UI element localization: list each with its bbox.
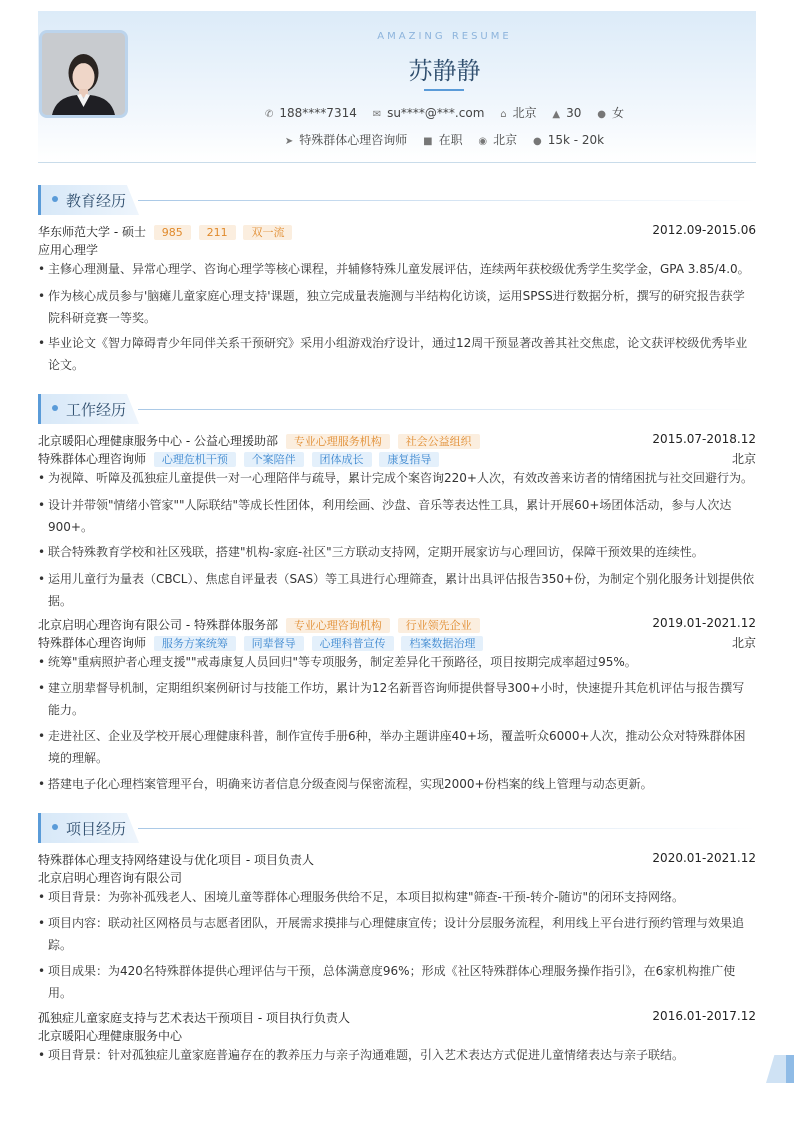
target-city-text: 北京: [493, 133, 518, 147]
list-item: [38, 725, 756, 769]
bullet-icon: •: [38, 289, 46, 303]
org-tag: 行业领先企业: [398, 618, 480, 633]
list-item: [38, 494, 756, 538]
age-text: 30: [566, 106, 582, 120]
job-role: 特殊群体心理咨询师: [38, 452, 147, 466]
bullet-icon: •: [38, 777, 46, 791]
list-item-text: 统筹"重病照护者心理支援""戒毒康复人员回归"等专项服务，制定差异化干预路径，项目按期完成率超过95%。: [48, 655, 637, 669]
home-icon: ⌂: [500, 109, 507, 120]
bullet-icon: •: [38, 681, 46, 695]
project-header-row: [38, 1009, 756, 1026]
bullet-icon: •: [38, 916, 46, 930]
project-period: 2020.01-2021.12: [652, 851, 756, 865]
job-period: 2019.01-2021.12: [652, 616, 756, 630]
bullet-icon: •: [38, 471, 46, 485]
section-title: 工作经历: [66, 401, 127, 419]
phone-icon: ✆: [265, 109, 274, 120]
list-item: [38, 886, 756, 908]
list-item-text: 项目背景：针对孤独症儿童家庭普遍存在的教养压力与亲子沟通难题，引入艺术表达方式促进儿童情绪表达与亲子联结。: [48, 1048, 685, 1062]
candidate-name: 苏静静: [408, 57, 481, 85]
job-item: [285, 131, 407, 148]
briefcase-icon: ■: [423, 136, 433, 147]
section-projects: [38, 813, 756, 843]
list-item: [38, 960, 756, 1004]
project-org: 北京启明心理咨询有限公司: [38, 871, 183, 885]
major-name: 应用心理学: [38, 243, 99, 257]
bullet-icon: •: [38, 336, 46, 350]
job-org: 北京启明心理咨询有限公司 - 特殊群体服务部: [38, 618, 278, 632]
list-item-text: 设计并带领"情绪小管家""人际联结"等成长性团体，利用绘画、沙盘、音乐等表达性工具，累计开展60+场团体活动，参与人次达900+。: [48, 498, 732, 534]
list-item: [38, 1044, 756, 1066]
section-work: [38, 394, 756, 424]
project-org-row: [38, 869, 756, 886]
project-org: 北京暖阳心理健康服务中心: [38, 1029, 183, 1043]
list-item-text: 联合特殊教育学校和社区残联，搭建"机构-家庭-社区"三方联动支持网，定期开展家访与心理回访，保障干预效果的连续性。: [48, 545, 704, 559]
send-icon: ➤: [284, 136, 294, 147]
bullet-icon: •: [38, 545, 46, 559]
project-header-row: [38, 851, 756, 868]
school-name: 华东师范大学 - 硕士: [38, 225, 146, 239]
bullet-icon: •: [38, 572, 46, 586]
list-item: [38, 285, 756, 329]
education-header-row: [38, 223, 756, 240]
phone-item: [265, 106, 357, 120]
money-icon: ●: [532, 136, 542, 147]
salary-text: 15k - 20k: [547, 133, 605, 147]
gender-icon: ●: [597, 109, 606, 120]
list-item: [38, 258, 756, 280]
section-dot-icon: [52, 405, 58, 411]
contact-info-row: [133, 104, 756, 121]
page-corner-accent: [786, 1055, 794, 1083]
cake-icon: ▲: [552, 109, 561, 120]
org-tag: 社会公益组织: [398, 434, 480, 449]
project-name: 特殊群体心理支持网络建设与优化项目 - 项目负责人: [38, 853, 314, 867]
list-item: [38, 332, 756, 376]
project-period: 2016.01-2017.12: [652, 1009, 756, 1023]
list-item: [38, 541, 756, 563]
list-item-text: 项目背景：为弥补孤残老人、困境儿童等群体心理服务供给不足，本项目拟构建"筛查-干预-转介-随访"的闭环支持网络。: [48, 890, 685, 904]
list-item-text: 作为核心成员参与'脑瘫儿童家庭心理支持'课题，独立完成量表施测与半结构化访谈，运用SPSS进行数据分析，撰写的研究报告获学院科研竞赛一等奖。: [48, 289, 745, 325]
section-rule: [138, 409, 756, 410]
list-item-text: 为视障、听障及孤独症儿童提供一对一心理陪伴与疏导，累计完成个案咨询220+人次，有效改善来访者的情绪困扰与社交回避行为。: [48, 471, 753, 485]
bullet-icon: •: [38, 890, 46, 904]
list-item: [38, 773, 756, 795]
role-tag: 同辈督导: [244, 636, 304, 651]
job-city: 北京: [731, 636, 756, 650]
list-item: [38, 677, 756, 721]
bullet-icon: •: [38, 498, 46, 512]
email-item: [373, 106, 485, 120]
section-title: 教育经历: [66, 192, 127, 210]
section-education: [38, 185, 756, 215]
bullet-icon: •: [38, 655, 46, 669]
list-item: [38, 467, 756, 489]
section-rule: [138, 200, 756, 201]
job-text: 特殊群体心理咨询师: [299, 133, 408, 147]
education-period: 2012.09-2015.06: [652, 223, 756, 237]
job-org: 北京暖阳心理健康服务中心 - 公益心理援助部: [38, 434, 278, 448]
role-tag: 康复指导: [379, 452, 439, 467]
section-dot-icon: [52, 196, 58, 202]
role-tag: 服务方案统筹: [154, 636, 236, 651]
section-title: 项目经历: [66, 820, 127, 838]
bullet-icon: •: [38, 1048, 46, 1062]
job-header-row: [38, 616, 756, 633]
job-city: 北京: [731, 452, 756, 466]
role-tag: 心理危机干预: [154, 452, 236, 467]
status-text: 在职: [438, 133, 463, 147]
list-item-text: 建立朋辈督导机制，定期组织案例研讨与技能工作坊，累计为12名新晋咨询师提供督导300+小时，快速提升其危机评估与报告撰写能力。: [48, 681, 745, 717]
school-tag: 双一流: [243, 225, 292, 240]
role-tag: 档案数据治理: [401, 636, 483, 651]
age-item: [552, 106, 581, 120]
list-item-text: 搭建电子化心理档案管理平台，明确来访者信息分级查阅与保密流程，实现2000+份档案的线上管理与动态更新。: [48, 777, 653, 791]
section-dot-icon: [52, 824, 58, 830]
salary-item: [533, 133, 604, 147]
city-item: [500, 104, 536, 121]
list-item-text: 项目内容：联动社区网格员与志愿者团队，开展需求摸排与心理健康宣传；设计分层服务流程，利用线上平台进行预约管理与效果追踪。: [48, 916, 745, 952]
job-role: 特殊群体心理咨询师: [38, 636, 147, 650]
status-item: [423, 131, 462, 148]
list-item: [38, 568, 756, 612]
role-tag: 个案陪伴: [244, 452, 304, 467]
job-period: 2015.07-2018.12: [652, 432, 756, 446]
gender-item: [597, 104, 624, 121]
list-item: [38, 912, 756, 956]
list-item-text: 项目成果：为420名特殊群体提供心理评估与干预，总体满意度96%；形成《社区特殊群体心理服务操作指引》，在6家机构推广使用。: [48, 964, 736, 1000]
list-item: [38, 651, 756, 673]
role-tag: 团体成长: [312, 452, 372, 467]
org-tag: 专业心理咨询机构: [286, 618, 390, 633]
resume-tagline: AMAZING RESUME: [377, 31, 512, 42]
resume-page: [38, 11, 756, 1062]
location-pin-icon: ◉: [478, 136, 488, 147]
list-item-text: 主修心理测量、异常心理学、咨询心理学等核心课程，并辅修特殊儿童发展评估，连续两年获校级优秀学生奖学金，GPA 3.85/4.0。: [48, 262, 750, 276]
bullet-icon: •: [38, 262, 46, 276]
target-city-item: [478, 131, 517, 148]
bullet-icon: •: [38, 729, 46, 743]
project-org-row: [38, 1027, 756, 1044]
email-text: su****@***.com: [387, 106, 485, 120]
job-info-row: [133, 131, 756, 148]
school-tag: 985: [154, 225, 191, 240]
city-text: 北京: [512, 106, 537, 120]
gender-text: 女: [611, 106, 624, 120]
job-role-row: [38, 450, 756, 467]
role-tag: 心理科普宣传: [312, 636, 394, 651]
list-item-text: 运用儿童行为量表（CBCL）、焦虑自评量表（SAS）等工具进行心理筛查，累计出具评估报告350+份，为制定个别化服务计划提供依据。: [48, 572, 755, 608]
education-major-row: [38, 241, 756, 258]
resume-header: [38, 11, 756, 163]
phone-text: 188****7314: [279, 106, 357, 120]
name-underline: [424, 89, 464, 91]
job-header-row: [38, 432, 756, 449]
job-role-row: [38, 634, 756, 651]
bullet-icon: •: [38, 964, 46, 978]
school-tag: 211: [199, 225, 236, 240]
email-icon: ✉: [372, 109, 382, 120]
project-name: 孤独症儿童家庭支持与艺术表达干预项目 - 项目执行负责人: [38, 1011, 350, 1025]
section-rule: [138, 828, 756, 829]
list-item-text: 毕业论文《智力障碍青少年同伴关系干预研究》采用小组游戏治疗设计，通过12周干预显著改善其社交焦虑，论文获评校级优秀毕业论文。: [48, 336, 748, 372]
list-item-text: 走进社区、企业及学校开展心理健康科普，制作宣传手册6种，举办主题讲座40+场，覆盖听众6000+人次，推动公众对特殊群体困境的理解。: [48, 729, 746, 765]
org-tag: 专业心理服务机构: [286, 434, 390, 449]
